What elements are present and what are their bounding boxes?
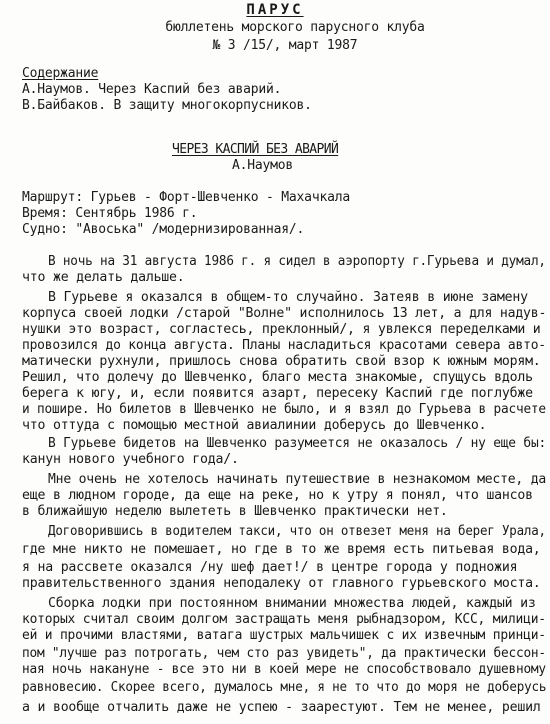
body-line: а и вообще отчалить даже не успею - заарестуют. Тем не менее, решил: [22, 700, 541, 715]
contents-item: А.Наумов. Через Каспий без аварий.: [22, 82, 282, 97]
body-line: где мне никто не помешает, но где в то же время есть питьевая вода,: [22, 542, 541, 557]
body-line: которых считал своим долгом застращать меня рыбнадзором, КСС, милици-: [22, 612, 546, 627]
body-line: Сборка лодки при постоянном внимании множества людей, каждый из: [48, 596, 536, 611]
body-line: я на рассвете оказался /ну шеф дает!/ в центре города у подножия: [22, 560, 518, 575]
body-line: В Гурьеве бидетов на Шевченко разумеется не оказалось / ну еще бы:: [48, 436, 547, 451]
body-line: ей и прочими властями, ватага шустрых мальчишек с их извечным принци-: [22, 628, 546, 643]
body-line: Мне очень не хотелось начинать путешествие в незнакомом месте, да: [48, 472, 547, 487]
body-line: берега к югу, и, если появится азарт, пересеку Каспий где поглубже: [22, 386, 533, 401]
contents-item: В.Байбаков. В защиту многокорпусников.: [22, 98, 312, 113]
body-line: провозился до конца августа. Планы насладиться красотами севера авто-: [22, 338, 546, 353]
contents-heading: Содержание: [22, 66, 99, 81]
bulletin-subtitle: бюллетень морского парусного клуба: [165, 20, 425, 35]
body-line: равновесию. Скорее всего, думалось мне, я не то что до моря не доберусь: [22, 680, 547, 695]
body-line: нушки это возраст, согластесь, преклонный/, я увлекся переделками и: [22, 322, 541, 337]
body-line: в ближайшую неделю вылететь в Шевченко практически нет.: [22, 504, 448, 519]
body-line: В ночь на 31 августа 1986 г. я сидел в аэропорту г.Гурьева и думал,: [48, 254, 546, 269]
body-line: что же делать дальше.: [22, 270, 185, 285]
article-author: А.Наумов: [232, 158, 294, 173]
article-time: Время: Сентябрь 1986 г.: [22, 206, 198, 221]
body-line: корпуса своей лодки /старой "Волне" исполнилось 13 лет, а для надув-: [22, 306, 547, 321]
body-line: ная ночь накануне - все это ни в коей мере не способствовало душевному: [22, 662, 546, 677]
body-line: и пошире. Но билетов в Шевченко не было, и я взял до Гурьева в расчете: [22, 402, 546, 417]
body-line: Решил, что долечу до Шевченко, благо места знакомые, спущусь вдоль: [22, 370, 533, 385]
body-line: Договорившись в водителем такси, что он отвезет меня на берег Урала,: [48, 524, 546, 539]
bulletin-title: ПАРУС: [246, 2, 304, 18]
body-line: правительственного здания неподалеку от главного гурьевского моста.: [22, 576, 541, 591]
body-line: пом "лучше раз потрогать, чем сто раз увидеть", да практически бессон-: [22, 646, 546, 661]
body-line: канун нового учебного года/.: [22, 452, 239, 467]
article-title: ЧЕРЕЗ КАСПИЙ БЕЗ АВАРИЙ: [172, 142, 339, 157]
article-route: Маршрут: Гурьев - Форт-Шевченко - Махачкала: [22, 190, 350, 205]
body-line: В Гурьеве я оказался в общем-то случайно. Затеяв в июне замену: [48, 290, 528, 305]
body-line: еще в людном городе, да еще на реке, но к утру я понял, что шансов: [22, 488, 533, 503]
bulletin-issue: № 3 /15/, март 1987: [212, 38, 358, 53]
article-vessel: Судно: "Авоська" /модернизированная/.: [22, 222, 305, 237]
body-line: что оттуда с помощью местной авиалинии доберусь до Шевченко.: [22, 418, 487, 433]
body-line: матически рухнули, пришлось снова обратить свой взор к южным морям.: [22, 354, 541, 369]
